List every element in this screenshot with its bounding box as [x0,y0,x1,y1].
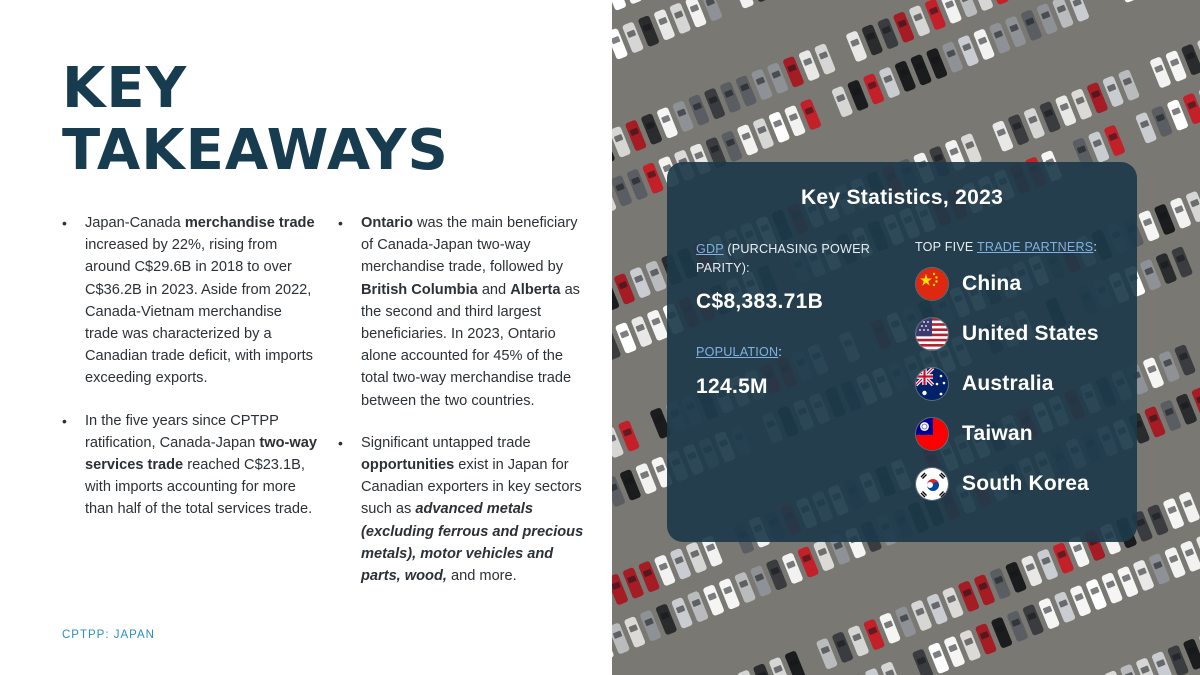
stats-title: Key Statistics, 2023 [800,186,1004,209]
bullet-text [361,432,590,587]
title-line-2: TAKEAWAYS [62,118,449,183]
population-link[interactable]: POPULATION [696,345,779,359]
partner-item-china [915,267,1125,303]
partners-label-prefix: TOP FIVE [915,240,977,254]
partner-name: South Korea [962,472,1090,495]
takeaway-bullet [338,432,590,587]
population-label [696,343,782,362]
bullet-text-run: reached C$23.1B, with imports accounting for more than half of the total services trade. [85,457,313,518]
bullet-text-run: Significant untapped trade [361,434,531,451]
takeaway-bullet [62,212,318,390]
bullet-text-emphasis: advanced metals (excluding ferrous and precious metals), motor vehicles and parts, wood, [361,501,584,585]
partner-item-united-states [915,317,1125,353]
footer-label: CPTPP: JAPAN [62,629,155,641]
bullet-text-emphasis: Alberta [510,281,561,298]
page-title [62,58,582,182]
bullet-dot-icon: • [338,215,343,231]
trade-partners-label [915,240,1097,254]
gdp-link[interactable]: GDP [696,242,724,256]
bullet-text-run: exist in Japan for Canadian exporters in key sectors such as [361,457,582,518]
bullet-text-run: as the second and third largest beneficiaries. In 2023, Ontario alone accounted for 45% of the total two-way merchandise trade between the two countries. [361,281,580,409]
bullet-text [361,212,590,412]
bullet-text-emphasis: two-way services trade [85,434,317,474]
south-korea-flag-icon [915,467,949,501]
takeaway-bullet [62,410,318,521]
partner-name: China [962,272,1022,295]
partner-name: Australia [962,372,1054,395]
taiwan-flag-icon [915,417,949,451]
partners-colon: : [1093,240,1098,254]
partner-item-taiwan [915,417,1125,453]
population-value: 124.5M [696,375,768,398]
bullet-text-emphasis: opportunities [361,457,455,474]
partner-name: Taiwan [962,422,1033,445]
gdp-value: C$8,383.71B [696,290,824,313]
takeaway-bullet [338,212,590,412]
bullet-text-run: and [477,281,511,298]
bullet-text-run: was the main beneficiary of Canada-Japan two-way merchandise trade, followed by [361,215,578,276]
takeaways-column-left [62,212,318,541]
bullet-text [85,410,318,521]
partner-item-australia [915,367,1125,403]
australia-flag-icon [915,367,949,401]
bullet-text-emphasis: merchandise trade [184,215,315,231]
population-colon: : [778,345,782,359]
key-statistics-card [667,162,1137,542]
takeaways-column-right [338,212,590,607]
bullet-text [85,212,318,390]
bullet-dot-icon: • [62,412,67,429]
bullet-text-run: Japan-Canada [85,215,185,231]
bullet-text-run: increased by 22%, rising from around C$29.6B in 2018 to over C$36.2B in 2023. Aside from 2022, Canada-Vietnam merchandise trade was characterized by a Canadian trade deficit, with imports exceeding exports. [85,237,313,387]
gdp-label [696,240,896,278]
gdp-label-text: (PURCHASING POWER PARITY): [696,242,871,275]
bullet-text-run: In the five years since CPTPP ratification, Canada-Japan [85,412,279,451]
bullet-text-run: and more. [446,568,517,585]
partner-item-south-korea [915,467,1125,503]
title-line-1: KEY [62,56,188,121]
partner-name: United States [962,322,1099,345]
bullet-dot-icon: • [62,215,67,231]
bullet-text-emphasis: British Columbia [361,281,478,298]
china-flag-icon [915,267,949,301]
bullet-text-emphasis: Ontario [361,215,413,231]
trade-partners-link[interactable]: TRADE PARTNERS [977,240,1094,254]
bullet-dot-icon: • [338,434,343,451]
us-flag-icon [915,317,949,351]
